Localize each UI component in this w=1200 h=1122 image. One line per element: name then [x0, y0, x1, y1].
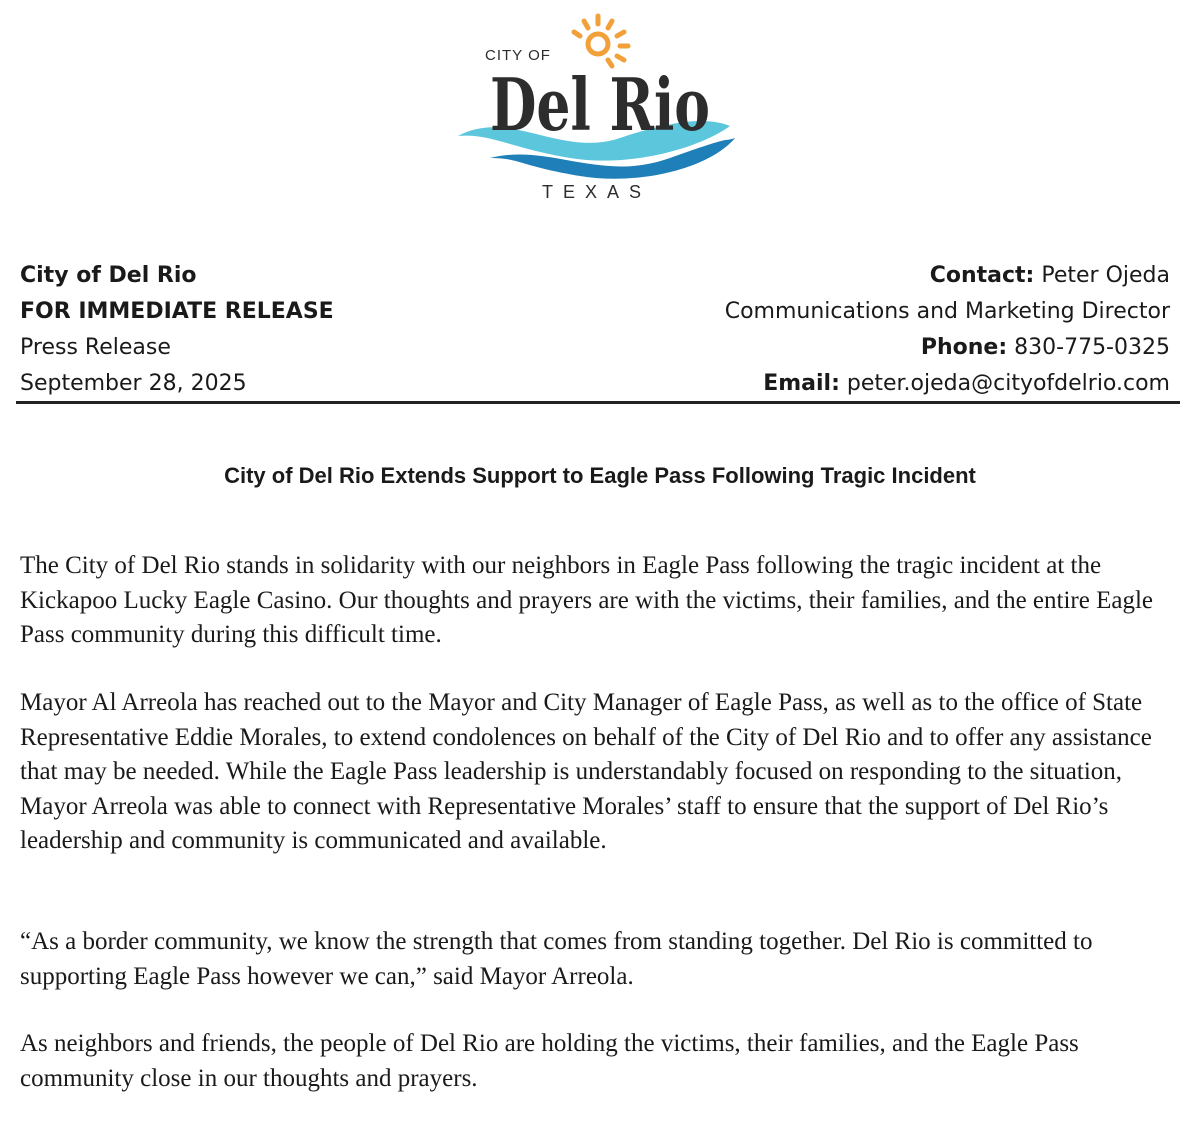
header-divider — [16, 401, 1180, 404]
org-name: City of Del Rio — [20, 263, 197, 288]
release-label: FOR IMMEDIATE RELEASE — [20, 299, 334, 324]
paragraph-1: The City of Del Rio stands in solidarity with our neighbors in Eagle Pass following the tragic incident at the Kickapoo Lucky Eagle Casino. Our thoughts and prayers are with the victims, their families, and the entire Eagle Pass community during this difficult time. — [20, 552, 1153, 648]
city-logo — [450, 8, 750, 208]
paragraph-2: Mayor Al Arreola has reached out to the Mayor and City Manager of Eagle Pass, as well as to the office of State Representative Eddie Morales, to extend condolences on behalf of the City of Del Rio and to offer any assistance that may be needed. While the Eagle Pass leadership is understandably focused on responding to the situation, Mayor Arreola was able to connect with Representative Morales’ staff to ensure that the support of Del Rio’s leadership and community is communicated and available. — [20, 689, 1152, 854]
paragraph-4: As neighbors and friends, the people of Del Rio are holding the victims, their families, and the Eagle Pass community close in our thoughts and prayers. — [20, 1030, 1079, 1092]
release-info — [20, 258, 334, 402]
sun-icon — [574, 16, 628, 66]
phone-label: Phone: — [920, 335, 1008, 360]
contact-label: Contact: — [929, 263, 1035, 288]
logo-texas: TEXAS — [542, 182, 652, 202]
contact-title: Communications and Marketing Director — [724, 299, 1170, 324]
contact-name: Peter Ojeda — [1041, 263, 1170, 288]
logo-del-rio: Del Rio — [490, 62, 710, 147]
release-type: Press Release — [20, 335, 171, 360]
phone-number: 830-775-0325 — [1014, 335, 1170, 360]
contact-info — [725, 258, 1170, 402]
release-date: September 28, 2025 — [20, 371, 247, 396]
city-logo-graphic — [450, 8, 750, 208]
paragraph-3: “As a border community, we know the strength that comes from standing together. Del Rio is committed to supporting Eagle Pass however we can,” said Mayor Arreola. — [20, 928, 1093, 990]
email-address: peter.ojeda@cityofdelrio.com — [846, 371, 1170, 396]
logo-city-of: CITY OF — [485, 47, 551, 64]
email-label: Email: — [763, 371, 840, 396]
release-title: City of Del Rio Extends Support to Eagle Pass Following Tragic Incident — [224, 463, 976, 488]
